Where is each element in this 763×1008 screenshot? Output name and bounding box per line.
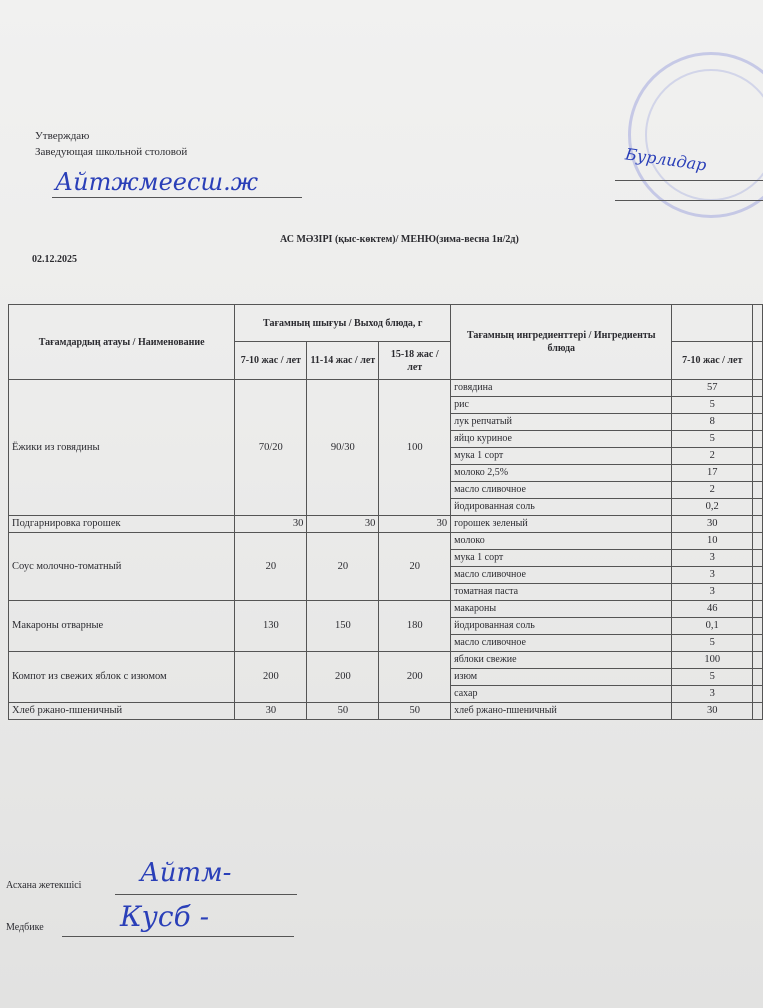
dish-output-15-18: 200: [379, 652, 451, 703]
table-row: [9, 380, 763, 397]
ingredient-name: масло сливочное: [451, 635, 672, 652]
dish-output-7-10: 30: [235, 516, 307, 533]
ingredient-name: говядина: [451, 380, 672, 397]
ingredient-amount: 2: [672, 482, 753, 499]
ingredient-name: горошек зеленый: [451, 516, 672, 533]
dish-output-7-10: 200: [235, 652, 307, 703]
dish-output-15-18: 50: [379, 703, 451, 720]
ingredient-amount: 2: [672, 448, 753, 465]
ingredient-amount: 5: [672, 669, 753, 686]
header-norm-blank: [672, 305, 753, 342]
approval-block: [35, 128, 187, 160]
ingredient-name: масло сливочное: [451, 482, 672, 499]
dish-output-11-14: 90/30: [307, 380, 379, 516]
approval-line-2: Заведующая школьной столовой: [35, 146, 188, 158]
chef-signature: Айтм-: [140, 858, 232, 888]
dish-output-11-14: 50: [307, 703, 379, 720]
chef-label: Асхана жетекшісі: [6, 880, 82, 891]
approval-line-1: Утверждаю: [35, 130, 90, 142]
ingredient-amount: 17: [672, 465, 753, 482]
official-stamp: [628, 52, 763, 218]
header-output: Тағамның шығуы / Выход блюда, г: [235, 305, 451, 342]
header-age-15-18: 15-18 жас / лет: [379, 342, 451, 380]
document-date: 02.12.2025: [32, 254, 77, 265]
table-row: [9, 516, 763, 533]
right-signature: Бурлидар: [624, 144, 708, 175]
dish-output-11-14: 30: [307, 516, 379, 533]
nurse-signature-line: [62, 936, 294, 937]
ingredient-name: мука 1 сорт: [451, 550, 672, 567]
ingredient-amount: 0,2: [672, 499, 753, 516]
dish-output-11-14: 200: [307, 652, 379, 703]
approval-signature: Айтжмеесш.ж: [55, 168, 259, 196]
ingredient-name: йодированная соль: [451, 499, 672, 516]
ingredient-amount: 0,1: [672, 618, 753, 635]
ingredient-amount: 3: [672, 550, 753, 567]
ingredient-name: томатная паста: [451, 584, 672, 601]
menu-table: [8, 304, 763, 720]
header-cut: [753, 305, 763, 342]
right-signature-line-1: [615, 180, 763, 181]
ingredient-amount: 3: [672, 584, 753, 601]
dish-output-7-10: 30: [235, 703, 307, 720]
ingredient-amount: 57: [672, 380, 753, 397]
header-ing-age-7-10: 7-10 жас / лет: [672, 342, 753, 380]
dish-output-11-14: 150: [307, 601, 379, 652]
table-row: [9, 652, 763, 669]
ingredient-amount: 3: [672, 567, 753, 584]
ingredient-amount: 10: [672, 533, 753, 550]
dish-output-11-14: 20: [307, 533, 379, 601]
chef-signature-line: [115, 894, 297, 895]
dish-output-7-10: 20: [235, 533, 307, 601]
dish-output-15-18: 30: [379, 516, 451, 533]
dish-output-7-10: 70/20: [235, 380, 307, 516]
ingredient-amount: 3: [672, 686, 753, 703]
ingredient-name: мука 1 сорт: [451, 448, 672, 465]
nurse-signature: Кусб -: [120, 900, 210, 933]
ingredient-name: макароны: [451, 601, 672, 618]
ingredient-amount: 5: [672, 431, 753, 448]
ingredient-amount: 5: [672, 397, 753, 414]
ingredient-name: молоко: [451, 533, 672, 550]
right-signature-line-2: [615, 200, 763, 201]
header-age-11-14: 11-14 жас / лет: [307, 342, 379, 380]
ingredient-amount: 30: [672, 516, 753, 533]
document-title: АС МӘЗІРІ (қыс-көктем)/ МЕНЮ(зима-весна 1н/2д): [280, 234, 519, 245]
ingredient-amount: 100: [672, 652, 753, 669]
header-cut-2: [753, 342, 763, 380]
table-row: [9, 703, 763, 720]
ingredient-amount: 5: [672, 635, 753, 652]
ingredient-amount: 8: [672, 414, 753, 431]
ingredient-amount: 30: [672, 703, 753, 720]
ingredient-name: яйцо куриное: [451, 431, 672, 448]
ingredient-name: изюм: [451, 669, 672, 686]
dish-output-15-18: 20: [379, 533, 451, 601]
ingredient-name: хлеб ржано-пшеничный: [451, 703, 672, 720]
ingredient-name: яблоки свежие: [451, 652, 672, 669]
ingredient-name: сахар: [451, 686, 672, 703]
ingredient-name: лук репчатый: [451, 414, 672, 431]
dish-output-15-18: 180: [379, 601, 451, 652]
ingredient-name: масло сливочное: [451, 567, 672, 584]
dish-output-15-18: 100: [379, 380, 451, 516]
dish-name: Хлеб ржано-пшеничный: [9, 703, 235, 720]
nurse-label: Медбике: [6, 922, 44, 933]
ingredient-name: молоко 2,5%: [451, 465, 672, 482]
header-dish: Тағамдардың атауы / Наименование: [9, 305, 235, 380]
ingredient-name: рис: [451, 397, 672, 414]
approval-signature-line: [52, 197, 302, 198]
dish-name: Соус молочно-томатный: [9, 533, 235, 601]
dish-name: Подгарнировка горошек: [9, 516, 235, 533]
dish-name: Ёжики из говядины: [9, 380, 235, 516]
table-row: [9, 601, 763, 618]
header-ingredients: Тағамның ингредиенттері / Ингредиенты блюда: [451, 305, 672, 380]
dish-name: Макароны отварные: [9, 601, 235, 652]
dish-name: Компот из свежих яблок с изюмом: [9, 652, 235, 703]
ingredient-amount: 46: [672, 601, 753, 618]
header-age-7-10: 7-10 жас / лет: [235, 342, 307, 380]
ingredient-name: йодированная соль: [451, 618, 672, 635]
table-row: [9, 533, 763, 550]
dish-output-7-10: 130: [235, 601, 307, 652]
